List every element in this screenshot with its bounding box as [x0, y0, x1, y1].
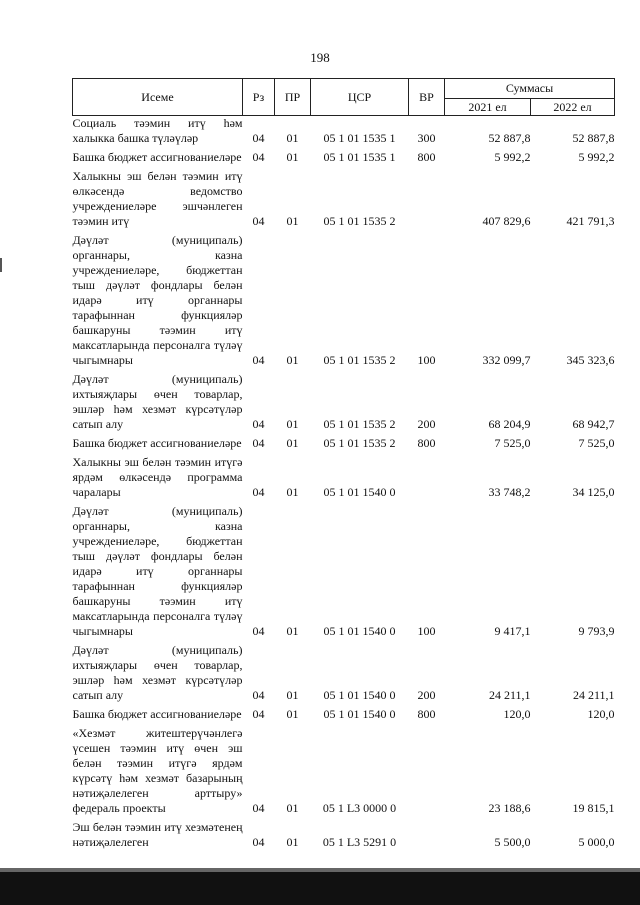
row-pr: 01: [286, 150, 299, 164]
table-row: [73, 436, 615, 455]
row-amount-2022: 345 323,6: [566, 353, 615, 367]
column-header-pr: ПР: [275, 79, 311, 116]
row-rz: 04: [252, 624, 265, 638]
row-name: Дәүләт (муниципаль) органнары, казна учреждениеләре, бюджеттан тыш дәүләт фондлары белән идарә итү органнары тарафыннан функцияләр башкаруны тәэмин итү максатларында персоналга түләү чыгымнары: [72, 233, 243, 367]
row-vr: 800: [417, 707, 436, 721]
row-amount-2021: 5 500,0: [494, 835, 531, 849]
row-pr: 01: [286, 353, 299, 367]
column-header-vr: ВР: [409, 79, 445, 116]
row-pr: 01: [286, 688, 299, 702]
row-csr: 05 1 L3 0000 0: [322, 801, 397, 815]
row-amount-2022: 9 793,9: [578, 624, 615, 638]
table-row: [73, 169, 615, 233]
row-name: Эш белән тәэмин итү хезмәтенең нәтиҗәлелеген: [72, 820, 243, 849]
row-amount-2022: 5 000,0: [578, 835, 615, 849]
table-row: [73, 726, 615, 820]
row-amount-2022: 52 887,8: [572, 131, 615, 145]
row-amount-2021: 23 188,6: [488, 801, 531, 815]
row-pr: 01: [286, 707, 299, 721]
row-amount-2022: 24 211,1: [572, 688, 615, 702]
column-header-csr: ЦСР: [311, 79, 409, 116]
row-name: Халыкны эш белән тәэмин итү өлкәсендә ведомство учреждениеләре эшчәнлеген тәэмин итү: [72, 169, 243, 228]
row-name: Социаль тәэмин итү һәм халыкка башка түләүләр: [72, 116, 243, 145]
table-header: [73, 79, 615, 116]
row-pr: 01: [286, 214, 299, 228]
row-csr: 05 1 01 1535 2: [323, 417, 396, 431]
table-body: [73, 116, 615, 855]
row-csr: 05 1 01 1535 2: [323, 436, 396, 450]
row-csr: 05 1 01 1535 2: [323, 214, 396, 228]
column-header-rz: Рз: [243, 79, 275, 116]
row-amount-2021: 33 748,2: [488, 485, 531, 499]
scan-edge-shade: [0, 868, 640, 872]
row-vr: 800: [417, 436, 436, 450]
column-header-year-2021: 2021 ел: [445, 99, 531, 116]
row-amount-2021: 7 525,0: [494, 436, 531, 450]
row-vr: 300: [417, 131, 436, 145]
row-name: Башка бюджет ассигнованиеләре: [72, 436, 242, 450]
row-pr: 01: [286, 417, 299, 431]
column-header-sums: Суммасы: [445, 79, 615, 99]
row-rz: 04: [252, 131, 265, 145]
row-vr: 100: [417, 353, 436, 367]
budget-table: [72, 78, 615, 854]
row-amount-2022: 421 791,3: [566, 214, 615, 228]
row-vr: 800: [417, 150, 436, 164]
table-row: [73, 820, 615, 854]
row-rz: 04: [252, 835, 265, 849]
row-csr: 05 1 01 1535 2: [323, 353, 396, 367]
row-vr: [409, 169, 445, 233]
row-csr: 05 1 01 1540 0: [323, 707, 396, 721]
scan-artifact: [0, 258, 2, 272]
row-amount-2022: 34 125,0: [572, 485, 615, 499]
row-vr: 200: [417, 417, 436, 431]
row-amount-2021: 68 204,9: [488, 417, 531, 431]
page-number: 198: [310, 50, 330, 65]
row-csr: 05 1 01 1535 1: [323, 150, 396, 164]
row-amount-2021: 9 417,1: [494, 624, 531, 638]
table-row: [73, 455, 615, 504]
row-name: Халыкны эш белән тәэмин итүгә ярдәм өлкәсендә программа чаралары: [72, 455, 243, 499]
row-pr: 01: [286, 801, 299, 815]
row-csr: 05 1 L3 5291 0: [322, 835, 397, 849]
row-vr: [409, 726, 445, 820]
row-amount-2021: 407 829,6: [482, 214, 531, 228]
column-header-year-2022: 2022 ел: [531, 99, 615, 116]
row-rz: 04: [252, 150, 265, 164]
row-rz: 04: [252, 417, 265, 431]
row-vr: [409, 820, 445, 854]
row-name: Башка бюджет ассигнованиеләре: [72, 707, 242, 721]
table-row: [73, 233, 615, 372]
row-csr: 05 1 01 1540 0: [323, 485, 396, 499]
row-rz: 04: [252, 353, 265, 367]
row-name: Дәүләт (муниципаль) органнары, казна учреждениеләре, бюджеттан тыш дәүләт фондлары белән идарә итү органнары тарафыннан функцияләр башкаруны тәэмин итү максатларында персоналга түләү чыгымнары: [72, 504, 243, 638]
column-header-name: Исеме: [73, 79, 243, 116]
row-pr: 01: [286, 624, 299, 638]
table-row: [73, 372, 615, 436]
row-amount-2022: 5 992,2: [578, 150, 615, 164]
row-amount-2021: 120,0: [503, 707, 531, 721]
scan-bottom-edge: [0, 868, 640, 905]
table-row: [73, 707, 615, 726]
row-vr: 200: [417, 688, 436, 702]
row-amount-2021: 52 887,8: [488, 131, 531, 145]
row-pr: 01: [286, 835, 299, 849]
row-rz: 04: [252, 801, 265, 815]
row-amount-2022: 7 525,0: [578, 436, 615, 450]
row-csr: 05 1 01 1535 1: [323, 131, 396, 145]
row-amount-2022: 120,0: [587, 707, 615, 721]
row-vr: 100: [417, 624, 436, 638]
row-rz: 04: [252, 214, 265, 228]
row-rz: 04: [252, 485, 265, 499]
row-name: Дәүләт (муниципаль) ихтыяҗлары өчен товарлар, эшләр һәм хезмәт күрсәтүләр сатып алу: [72, 643, 243, 702]
row-rz: 04: [252, 707, 265, 721]
row-name: «Хезмәт житештерүчәнлегә үсешен тәэмин итү өчен эш белән тәэмин итүгә ярдәм күрсәтү һәм хезмәт базарының нәтиҗәлелеген арттыру» федераль проекты: [72, 726, 243, 815]
row-amount-2021: 5 992,2: [494, 150, 531, 164]
row-name: Дәүләт (муниципаль) ихтыяҗлары өчен товарлар, эшләр һәм хезмәт күрсәтүләр сатып алу: [72, 372, 243, 431]
table-row: [73, 504, 615, 643]
row-pr: 01: [286, 485, 299, 499]
row-vr: [409, 455, 445, 504]
row-rz: 04: [252, 688, 265, 702]
row-csr: 05 1 01 1540 0: [323, 688, 396, 702]
row-name: Башка бюджет ассигнованиеләре: [72, 150, 242, 164]
row-amount-2021: 332 099,7: [482, 353, 531, 367]
row-csr: 05 1 01 1540 0: [323, 624, 396, 638]
row-pr: 01: [286, 131, 299, 145]
row-rz: 04: [252, 436, 265, 450]
table-row: [73, 116, 615, 151]
table-row: [73, 643, 615, 707]
row-amount-2022: 19 815,1: [572, 801, 615, 815]
row-amount-2021: 24 211,1: [488, 688, 531, 702]
row-amount-2022: 68 942,7: [572, 417, 615, 431]
row-pr: 01: [286, 436, 299, 450]
table-row: [73, 150, 615, 169]
